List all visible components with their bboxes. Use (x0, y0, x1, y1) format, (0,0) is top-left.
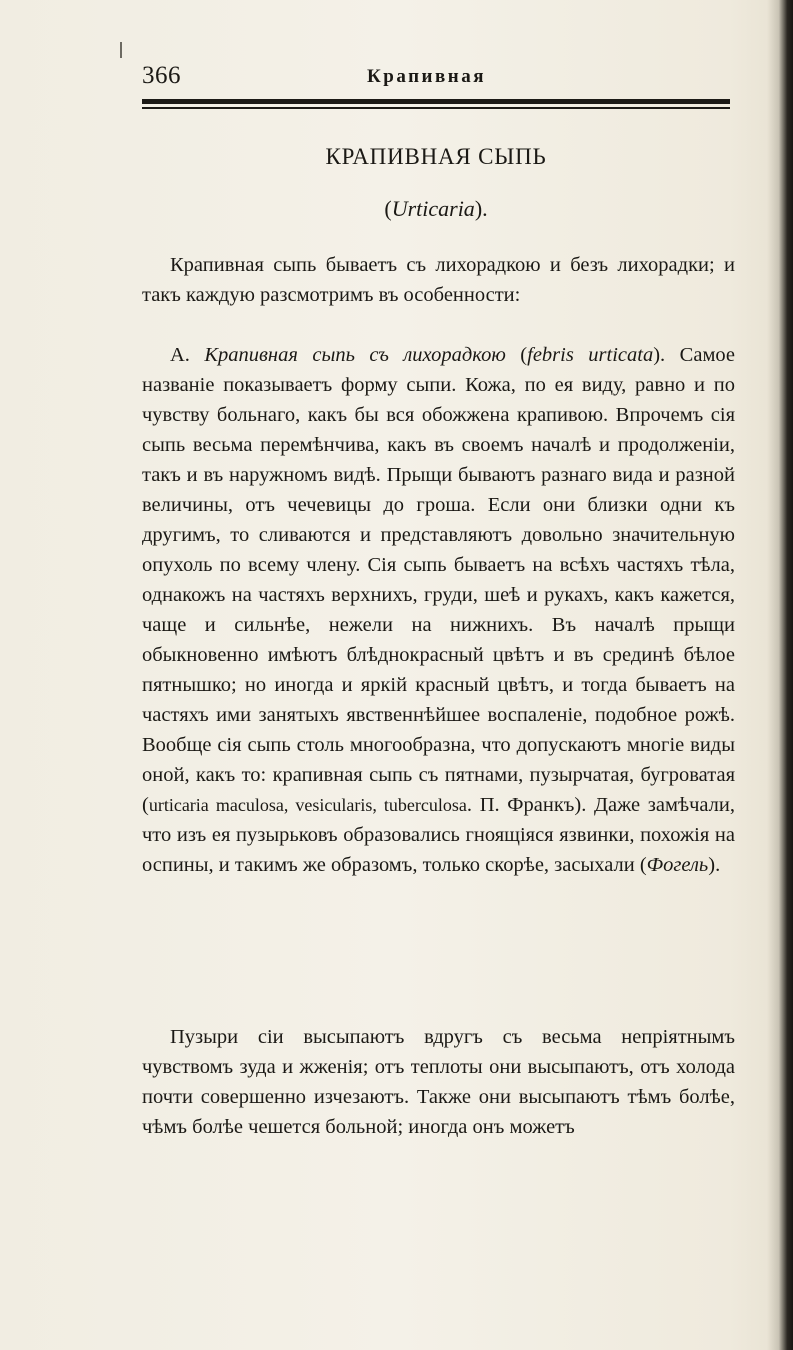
page-header (142, 62, 738, 92)
section-paren-open: ( (505, 344, 528, 366)
latin-name (142, 196, 730, 222)
section-body-2: . П. Франкъ). Даже замѣчали, что изъ ея пузырьковъ образовались гноящіяся язвинки, похожія на оспины, и такимъ же образомъ, только скорѣе, засыхали ( (142, 794, 735, 876)
section-latin: febris urticata (527, 344, 654, 366)
latin-name-open: ( (384, 196, 392, 221)
page-number: 366 (142, 62, 181, 89)
page-edge-shadow (767, 0, 793, 1350)
running-head: Крапивная (367, 66, 486, 87)
latin-name-close: ). (474, 196, 488, 221)
article-title: КРАПИВНАЯ СЫПЬ (325, 144, 547, 169)
author-name: Фогель (646, 854, 709, 876)
section-letter: A. (170, 344, 205, 366)
section-paren-close: ). (653, 344, 666, 366)
paragraph-continued: Пузыри сіи высыпаютъ вдругъ съ весьма непріятнымъ чувствомъ зуда и жженія; отъ теплоты они высыпаютъ, отъ холода почти совершенно изчезаютъ. Также они высыпаютъ тѣмъ болѣе, чѣмъ болѣе чешется больной; иногда онъ можетъ (142, 1026, 735, 1138)
section-body-1: Самое названіе показываетъ форму сыпи. Кожа, по ея виду, равно и по чувству больнаго, какъ бы вся обожжена крапивою. Впрочемъ сія сыпь весьма перемѣнчива, какъ въ своемъ началѣ и продолженіи, такъ и въ наружномъ видѣ. Прыщи бываютъ разнаго вида и разной величины, отъ чечевицы до гроша. Если они близки одни къ другимъ, то сливаются и представляютъ довольно значительную опухоль по всему члену. Сія сыпь бываетъ на всѣхъ частяхъ тѣла, однакожъ на частяхъ верхнихъ, груди, шеѣ и рукахъ, какъ кажется, чаще и сильнѣе, нежели на нижнихъ. Въ началѣ прыщи обыкновенно имѣютъ блѣднокрасный цвѣтъ и въ срединѣ бѣлое пятнышко; но иногда и яркій красный цвѣтъ, и тогда бываетъ на частяхъ ими занятыхъ явственнѣйшее воспаленіе, подобное рожѣ. Вообще сія сыпь столь многообразна, что допускаютъ многіе виды оной, какъ то: крапивная сыпь съ пятнами, пузырчатая, бугроватая ( (142, 344, 736, 816)
latin-list: urticaria maculosa, vesicularis, tuberculosa (148, 795, 467, 815)
latin-name-text: Urticaria (391, 196, 475, 221)
paragraph-section-a (142, 340, 735, 880)
margin-mark (120, 42, 122, 58)
header-rule-thin (142, 107, 730, 109)
paragraph-intro: Крапивная сыпь бываетъ съ лихорадкою и безъ лихорадки; и такъ каждую разсмотримъ въ особенности: (142, 254, 735, 306)
section-end: ). (708, 854, 721, 876)
header-rule-thick (142, 99, 730, 104)
section-title: Крапивная сыпь съ лихорадкою (204, 344, 506, 366)
